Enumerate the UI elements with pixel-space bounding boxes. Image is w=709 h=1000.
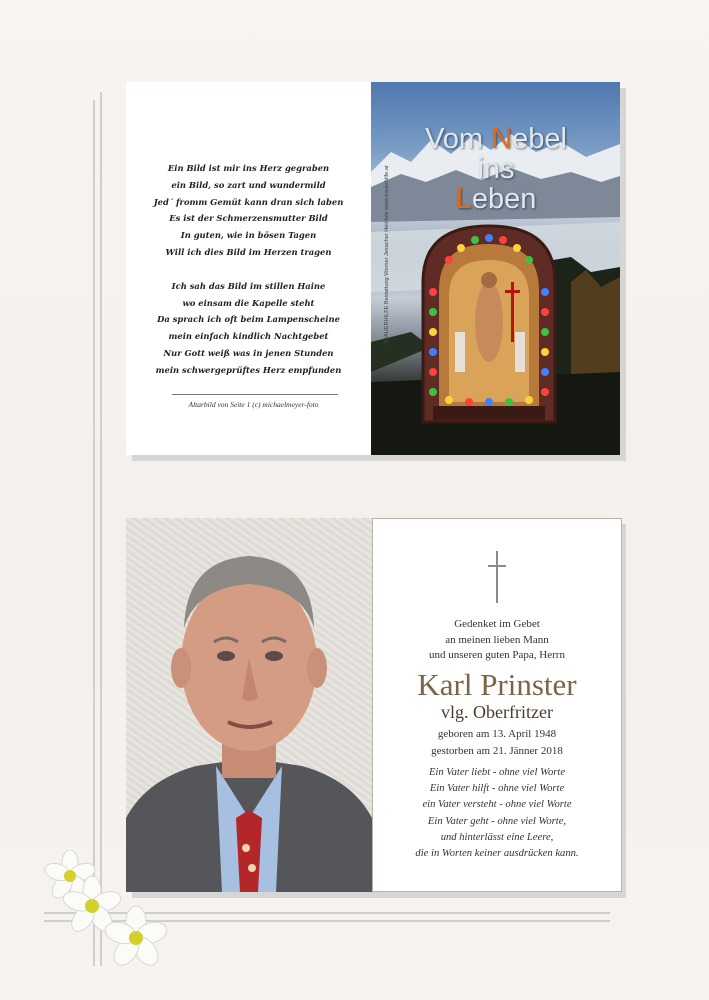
- cover-title: [401, 124, 591, 214]
- poem-line: ein Bild, so zart und wundermild: [171, 179, 326, 190]
- life-dates: [373, 726, 621, 760]
- parte-card-front: [126, 82, 620, 455]
- intro-line: an meinen lieben Mann: [445, 633, 549, 646]
- poem-line: In guten, wie in bösen Tagen: [180, 230, 317, 241]
- verse-line: Ein Vater liebt - ohne viel Worte: [428, 767, 566, 778]
- title-part: Vom: [425, 123, 492, 155]
- poem-line: Will ich dies Bild im Herzen tragen: [165, 246, 332, 257]
- verse-line: und hinterlässt eine Leere,: [440, 831, 554, 843]
- portrait-illustration: [126, 518, 372, 892]
- title-part: ins: [477, 153, 515, 185]
- verse-line: ein Vater versteht - ohne viel Worte: [422, 799, 572, 811]
- portrait-photo: [126, 518, 372, 892]
- poem: [126, 160, 371, 379]
- verse-line: die in Worten keiner ausdrücken kann.: [415, 848, 579, 860]
- frame-line-vertical-2: [100, 92, 102, 966]
- flower-decoration: [44, 850, 174, 975]
- intro-text: [373, 617, 621, 664]
- memorial-verse: [373, 765, 621, 862]
- obituary-panel: [372, 518, 622, 892]
- poem-line: Es ist der Schmerzensmutter Bild: [169, 213, 328, 224]
- poem-line: mein schwergeprüftes Herz empfunden: [155, 364, 342, 375]
- credit-divider: [172, 394, 338, 395]
- intro-line: und unseren guten Papa, Herrn: [429, 649, 565, 661]
- cover-image: [371, 82, 620, 455]
- vertical-credit: TRAUERHILFE Bestattung Werner Jesacher Heinfels www.trauerhilfe.at: [384, 165, 390, 345]
- cross-icon: [488, 551, 506, 603]
- frame-line-vertical-1: [93, 100, 95, 966]
- death-date: gestorben am 21. Jänner 2018: [431, 745, 563, 757]
- poem-line: mein einfach kindlich Nachtgebet: [168, 331, 329, 342]
- poem-line: Ein Bild ist mir ins Herz gegraben: [167, 163, 330, 173]
- birth-date: geboren am 13. April 1948: [437, 728, 557, 740]
- title-accent-letter: N: [491, 123, 513, 155]
- poem-panel: [126, 82, 371, 455]
- title-accent-letter: L: [455, 183, 472, 215]
- image-credit: Altarbild von Seite 1 (c) michaelmeyer-foto: [188, 400, 319, 409]
- shrine-altar-image: [419, 222, 559, 427]
- intro-line: Gedenket im Gebet: [454, 618, 540, 630]
- poem-line: wo einsam die Kapelle steht: [182, 297, 315, 308]
- poem-line: Jed´ fromm Gemüt kann dran sich laben: [153, 196, 344, 207]
- verse-line: Ein Vater geht - ohne viel Worte,: [427, 815, 567, 827]
- deceased-name: Karl Prinster: [417, 667, 577, 702]
- title-part: ebel: [512, 123, 567, 155]
- poem-line: Nur Gott weiß was in jenen Stunden: [163, 347, 334, 358]
- poem-line: Ich sah das Bild im stillen Haine: [171, 280, 326, 291]
- verse-line: Ein Vater hilft - ohne viel Worte: [429, 783, 565, 795]
- house-name: vlg. Oberfritzer: [441, 702, 553, 722]
- title-part: eben: [471, 183, 537, 215]
- parte-card-inside: [126, 518, 620, 892]
- poem-line: Da sprach ich oft beim Lampenscheine: [157, 314, 340, 325]
